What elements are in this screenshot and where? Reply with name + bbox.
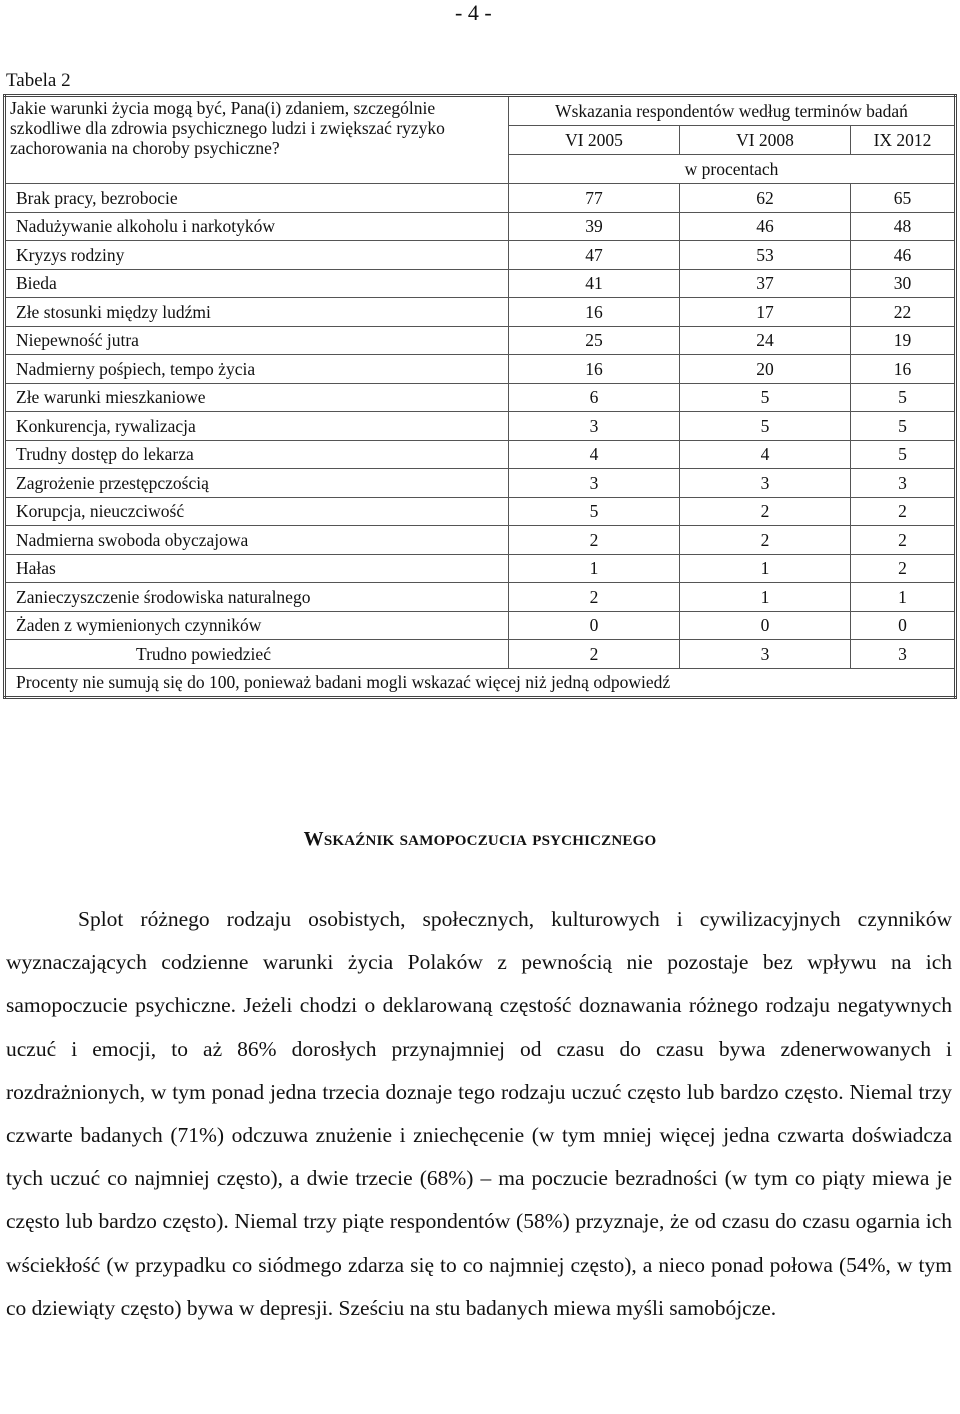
row-value: 16 — [509, 298, 680, 327]
row-label: Konkurencja, rywalizacja — [5, 412, 509, 441]
section-title — [0, 828, 960, 851]
row-label: Nadmierny pośpiech, tempo życia — [5, 355, 509, 384]
row-value: 25 — [509, 326, 680, 355]
row-label: Nadmierna swoboda obyczajowa — [5, 526, 509, 555]
row-value: 5 — [509, 497, 680, 526]
survey-table — [3, 94, 957, 699]
row-value: 5 — [851, 383, 956, 412]
column-header: VI 2005 — [509, 126, 680, 155]
row-value: 22 — [851, 298, 956, 327]
row-value: 2 — [851, 526, 956, 555]
row-value: 39 — [509, 212, 680, 241]
row-value: 2 — [680, 497, 851, 526]
row-label: Złe stosunki między ludźmi — [5, 298, 509, 327]
body-paragraph-text: Splot różnego rodzaju osobistych, społecznych, kulturowych i cywilizacyjnych czynników wyznaczających codzienne warunki życia Polaków z pewnością nie pozostaje bez wpływu na ich samopoczucie psychiczne. Jeżeli chodzi o deklarowaną częstość doznawania różnego rodzaju negatywnych uczuć i emocji, to aż 86% dorosłych przynajmniej od czasu do czasu bywa zdenerwowanych i rozdrażnionych, w tym ponad jedna trzecia doznaje tego rodzaju uczuć często lub bardzo często. Niemal trzy czwarte badanych (71%) odczuwa znużenie i zniechęcenie (w tym mniej więcej jedna czwarta doświadcza tych uczuć co najmniej często), a dwie trzecie (68%) – ma poczucie bezradności (w tym co piąty miewa je często lub bardzo często). Niemal trzy piąte respondentów (58%) przyznaje, że od czasu do czasu ogarnia ich wściekłość (w przypadku co siódmego zdarza się to co najmniej często), a nieco ponad połowa (54%, w tym co dziewiąty często) bywa w depresji. Sześciu na stu badanych miewa myśli samobójcze. — [6, 907, 952, 1320]
table-question: Jakie warunki życia mogą być, Pana(i) zdaniem, szczególnie szkodliwe dla zdrowia psychicznego ludzi i zwiększać ryzyko zachorowania na choroby psychiczne? — [5, 96, 509, 184]
row-label: Bieda — [5, 269, 509, 298]
table-row — [5, 212, 956, 241]
row-value: 47 — [509, 241, 680, 270]
row-value: 62 — [680, 184, 851, 213]
row-value: 37 — [680, 269, 851, 298]
table-footnote-row — [5, 668, 956, 698]
section-title-word: SAMOPOCZUCIA — [399, 833, 528, 849]
column-header: VI 2008 — [680, 126, 851, 155]
row-value: 24 — [680, 326, 851, 355]
table-row — [5, 640, 956, 669]
row-value: 2 — [680, 526, 851, 555]
table-label: Tabela 2 — [6, 70, 71, 91]
row-value: 77 — [509, 184, 680, 213]
row-value: 3 — [680, 640, 851, 669]
table-row — [5, 469, 956, 498]
row-value: 5 — [851, 440, 956, 469]
row-value: 3 — [851, 469, 956, 498]
body-paragraph — [6, 898, 952, 1330]
row-label: Zanieczyszczenie środowiska naturalnego — [5, 583, 509, 612]
row-value: 5 — [680, 412, 851, 441]
row-label: Trudny dostęp do lekarza — [5, 440, 509, 469]
row-label: Zagrożenie przestępczością — [5, 469, 509, 498]
row-label: Hałas — [5, 554, 509, 583]
table-row — [5, 583, 956, 612]
row-value: 46 — [851, 241, 956, 270]
row-label: Brak pracy, bezrobocie — [5, 184, 509, 213]
row-value: 1 — [509, 554, 680, 583]
table-row — [5, 526, 956, 555]
row-value: 17 — [680, 298, 851, 327]
row-value: 3 — [680, 469, 851, 498]
row-value: 65 — [851, 184, 956, 213]
table-row — [5, 383, 956, 412]
row-label: Trudno powiedzieć — [5, 640, 509, 669]
row-value: 16 — [851, 355, 956, 384]
row-label: Żaden z wymienionych czynników — [5, 611, 509, 640]
row-value: 5 — [851, 412, 956, 441]
table-row — [5, 554, 956, 583]
row-value: 53 — [680, 241, 851, 270]
table-row — [5, 412, 956, 441]
row-value: 5 — [680, 383, 851, 412]
table-row — [5, 298, 956, 327]
row-value: 16 — [509, 355, 680, 384]
row-value: 20 — [680, 355, 851, 384]
row-value: 30 — [851, 269, 956, 298]
column-header: IX 2012 — [851, 126, 956, 155]
row-label: Niepewność jutra — [5, 326, 509, 355]
table-row — [5, 611, 956, 640]
row-value: 2 — [509, 640, 680, 669]
table-row — [5, 184, 956, 213]
row-value: 2 — [851, 497, 956, 526]
row-value: 2 — [851, 554, 956, 583]
table-row — [5, 497, 956, 526]
table-footnote: Procenty nie sumują się do 100, ponieważ badani mogli wskazać więcej niż jedną odpowiedź — [5, 668, 956, 698]
table-row — [5, 440, 956, 469]
row-value: 48 — [851, 212, 956, 241]
row-label: Złe warunki mieszkaniowe — [5, 383, 509, 412]
table-row — [5, 355, 956, 384]
section-title-word: SKAŹNIK — [323, 833, 395, 849]
section-title-word: PSYCHICZNEGO — [532, 833, 657, 849]
row-value: 0 — [851, 611, 956, 640]
row-value: 6 — [509, 383, 680, 412]
row-value: 4 — [680, 440, 851, 469]
row-value: 19 — [851, 326, 956, 355]
header-group: Wskazania respondentów według terminów badań — [509, 96, 956, 126]
row-value: 41 — [509, 269, 680, 298]
row-label: Nadużywanie alkoholu i narkotyków — [5, 212, 509, 241]
unit-label: w procentach — [509, 155, 956, 184]
row-value: 1 — [680, 554, 851, 583]
row-value: 3 — [851, 640, 956, 669]
row-label: Korupcja, nieuczciwość — [5, 497, 509, 526]
row-value: 2 — [509, 526, 680, 555]
row-value: 2 — [509, 583, 680, 612]
table-row — [5, 269, 956, 298]
row-value: 3 — [509, 412, 680, 441]
row-value: 4 — [509, 440, 680, 469]
row-value: 46 — [680, 212, 851, 241]
page-number: - 4 - — [455, 0, 492, 25]
table-row — [5, 241, 956, 270]
row-value: 1 — [851, 583, 956, 612]
row-value: 3 — [509, 469, 680, 498]
table-row — [5, 326, 956, 355]
row-value: 1 — [680, 583, 851, 612]
section-title-initial: W — [303, 828, 324, 850]
row-label: Kryzys rodziny — [5, 241, 509, 270]
row-value: 0 — [680, 611, 851, 640]
row-value: 0 — [509, 611, 680, 640]
